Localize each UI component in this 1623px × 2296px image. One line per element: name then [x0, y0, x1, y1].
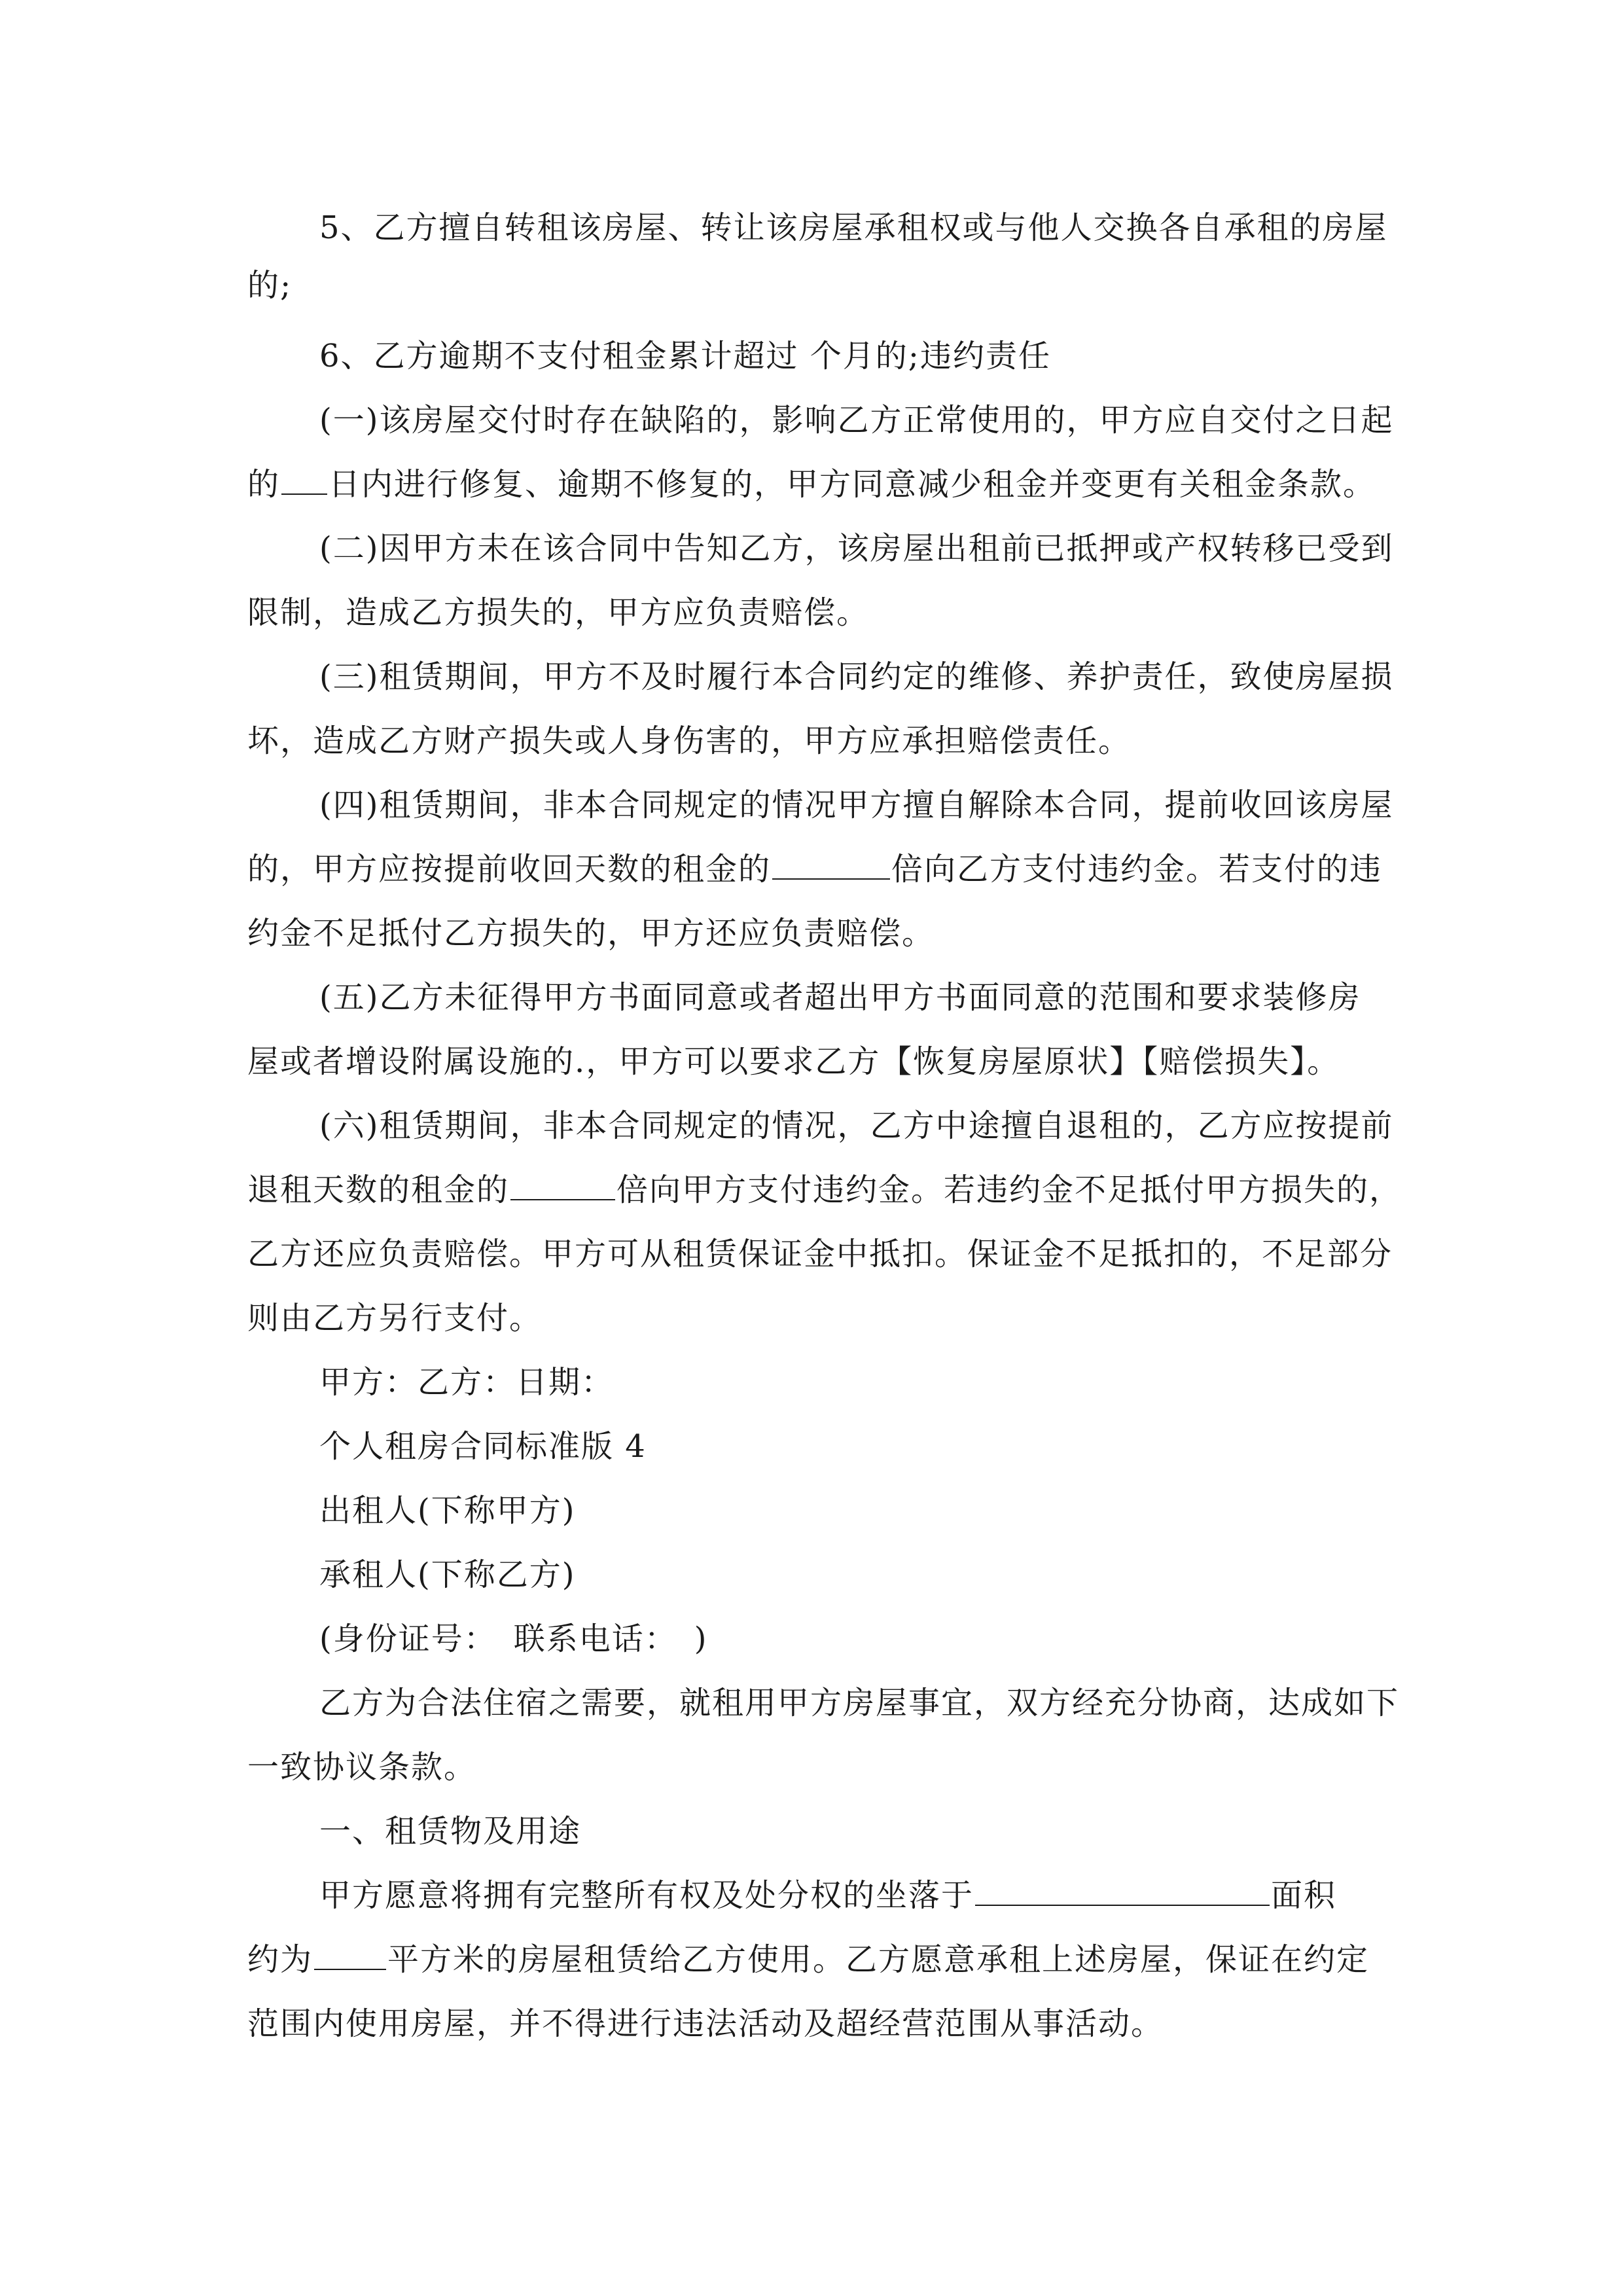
paragraph-line: 5、乙方擅自转租该房屋、转让该房屋承租权或与他人交换各自承租的房屋	[319, 209, 1388, 246]
line-text: 面积	[1271, 1877, 1337, 1914]
paragraph-line: 约金不足抵付乙方损失的，甲方还应负责赔偿。	[247, 915, 935, 952]
paragraph-line: (四)租赁期间，非本合同规定的情况甲方擅自解除本合同，提前收回该房屋	[319, 787, 1394, 823]
lessor-line: 出租人(下称甲方)	[319, 1492, 576, 1529]
paragraph-line: 乙方还应负责赔偿。甲方可从租赁保证金中抵扣。保证金不足抵扣的，不足部分	[247, 1236, 1393, 1272]
line-text: 平方米的房屋租赁给乙方使用。乙方愿意承租上述房屋，保证在约定	[387, 1941, 1370, 1978]
id-contact-line: (身份证号： 联系电话： )	[319, 1621, 708, 1657]
paragraph-line: 一致协议条款。	[247, 1749, 477, 1785]
paragraph-line: 坏，造成乙方财产损失或人身伤害的，甲方应承担赔偿责任。	[247, 723, 1132, 759]
paragraph-line	[247, 850, 1382, 889]
paragraph-line	[247, 1170, 1402, 1210]
paragraph-line: (一)该房屋交付时存在缺陷的，影响乙方正常使用的，甲方应自交付之日起	[319, 402, 1394, 439]
fill-in-blank	[510, 1170, 615, 1200]
fill-in-blank	[975, 1876, 1270, 1906]
paragraph-line	[247, 1940, 1369, 1979]
line-text: 甲方愿意将拥有完整所有权及处分权的坐落于	[319, 1877, 974, 1914]
paragraph-line: 的;	[247, 267, 293, 304]
paragraph-line: 则由乙方另行支付。	[247, 1300, 543, 1336]
contract-title: 个人租房合同标准版 4	[319, 1428, 647, 1465]
paragraph-line: (三)租赁期间，甲方不及时履行本合同约定的维修、养护责任，致使房屋损	[319, 658, 1394, 695]
section-heading: 一、租赁物及用途	[319, 1813, 582, 1850]
paragraph-line	[247, 465, 1376, 504]
paragraph-line: (五)乙方未征得甲方书面同意或者超出甲方书面同意的范围和要求装修房	[319, 979, 1361, 1016]
signature-line: 甲方：乙方：日期：	[319, 1364, 615, 1401]
paragraph-line: 屋或者增设附属设施的.，甲方可以要求乙方【恢复房屋原状】【赔偿损失】。	[247, 1043, 1340, 1080]
line-text: 的	[247, 466, 281, 503]
fill-in-blank	[772, 850, 890, 880]
paragraph-line: (二)因甲方未在该合同中告知乙方，该房屋出租前已抵押或产权转移已受到	[319, 530, 1394, 567]
paragraph-line	[319, 1876, 1336, 1915]
fill-in-blank	[314, 1940, 386, 1970]
line-text: 日内进行修复、逾期不修复的，甲方同意减少租金并变更有关租金条款。	[329, 466, 1376, 503]
paragraph-line: 6、乙方逾期不支付租金累计超过 个月的;违约责任	[319, 338, 1051, 374]
line-text: 约为	[247, 1941, 313, 1978]
paragraph-line: 限制，造成乙方损失的，甲方应负责赔偿。	[247, 594, 870, 631]
lessee-line: 承租人(下称乙方)	[319, 1556, 576, 1593]
fill-in-blank	[281, 465, 327, 495]
line-text: 的，甲方应按提前收回天数的租金的	[247, 851, 772, 888]
paragraph-line: 范围内使用房屋，并不得进行违法活动及超经营范围从事活动。	[247, 2005, 1164, 2042]
paragraph-line: 乙方为合法住宿之需要，就租用甲方房屋事宜，双方经充分协商，达成如下	[319, 1685, 1400, 1721]
paragraph-line: (六)租赁期间，非本合同规定的情况，乙方中途擅自退租的，乙方应按提前	[319, 1107, 1394, 1144]
line-text: 倍向甲方支付违约金。若违约金不足抵付甲方损失的，	[616, 1172, 1402, 1208]
line-text: 倍向乙方支付违约金。若支付的违	[891, 851, 1383, 888]
line-text: 退租天数的租金的	[247, 1172, 510, 1208]
